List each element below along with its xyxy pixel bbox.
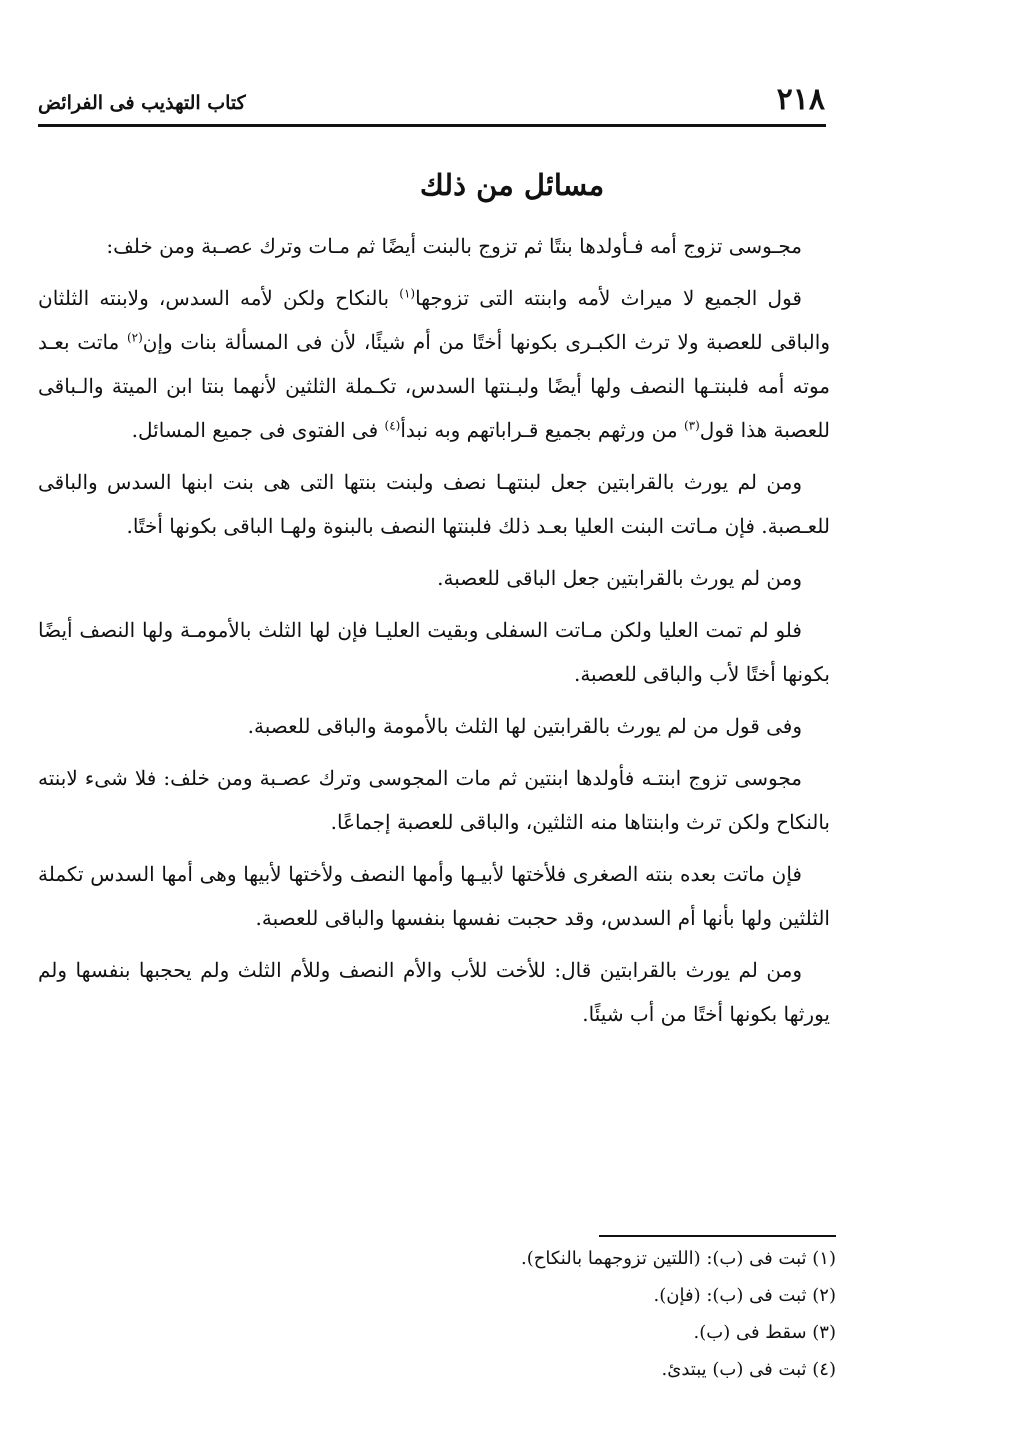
paragraph-6: وفى قول من لم يورث بالقرابتين لها الثلث بالأمومة والباقى للعصبة.	[247, 714, 802, 738]
footnotes	[236, 1240, 836, 1388]
running-title: كتاب التهذيب فى الفرائض	[38, 92, 246, 114]
paragraph-2	[38, 276, 830, 452]
footnote-rule	[599, 1235, 836, 1237]
paragraph-8: فإن ماتت بعده بنته الصغرى فلأختها لأبيـها وأمها النصف ولأختها لأبيها وهى أمها السدس تكملة الثلثين ولها بأنها أم السدس، وقد حجبت نفسها بنفسها والباقى للعصبة.	[38, 862, 830, 930]
footnote-ref-4[interactable]: (٤)	[384, 418, 401, 433]
paragraph-2-part-3: ماتت بعـد موته أمه فلبنتـها النصف ولها أيضًا ولبـنتها السدس، تكـملة الثلثين لأنهما بنتا ابن الميتة والـباقى للعصبة هذا قول	[38, 330, 830, 442]
footnote-ref-3[interactable]: (٣)	[683, 418, 700, 433]
footnote-4: (٤) ثبت فى (ب) يبتدئ.	[661, 1359, 836, 1380]
paragraph-9: ومن لم يورث بالقرابتين قال: للأخت للأب والأم النصف وللأم الثلث ولم يحجبها بنفسها ولم يورثها بكونها أختًا من أب شيئًا.	[38, 958, 830, 1026]
page-number: ٢١٨	[776, 82, 825, 117]
page-header	[38, 82, 825, 124]
paragraph-2-part-4: من ورثهم بجميع قـراباتهم وبه نبدأ	[400, 418, 684, 442]
paragraph-1: مجـوسى تزوج أمه فـأولدها بنتًا ثم تزوج بالبنت أيضًا ثم مـات وترك عصـبة ومن خلف:	[106, 234, 802, 258]
paragraph-2-part-5: فى الفتوى فى جميع المسائل.	[131, 418, 385, 442]
paragraph-7: مجوسى تزوج ابنتـه فأولدها ابنتين ثم مات المجوسى وترك عصـبة ومن خلف: فلا شىء لابنته بالنكاح ولكن ترث وابنتاها منه الثلثين، والباقى للعصبة إجماعًا.	[38, 766, 830, 834]
footnote-1: (١) ثبت فى (ب): (اللتين تزوجهما بالنكاح).	[520, 1248, 836, 1269]
paragraph-2-part-2: بالنكاح ولكن لأمه السدس، ولابنته الثلثان والباقى للعصبة ولا ترث الكبـرى بكونها أختًا من أم شيئًا، لأن فى المسألة بنات وإن	[38, 286, 830, 354]
section-title: مسائل من ذلك	[419, 168, 605, 202]
footnote-ref-1[interactable]: (١)	[399, 286, 416, 301]
paragraph-3: ومن لم يورث بالقرابتين جعل لبنتهـا نصف ولبنت بنتها التى هى بنت ابنها السدس والباقى للعـصبة. فإن مـاتت البنت العليا بعـد ذلك فلبنتها النصف بالبنوة ولهـا الباقى بكونها أختًا.	[38, 470, 830, 538]
footnote-ref-2[interactable]: (٢)	[126, 330, 143, 345]
paragraph-2-part-1: قول الجميع لا ميراث لأمه وابنته التى تزوجها	[415, 286, 802, 310]
header-rule	[38, 124, 826, 127]
paragraph-4: ومن لم يورث بالقرابتين جعل الباقى للعصبة.	[437, 566, 802, 590]
paragraph-5: فلو لم تمت العليا ولكن مـاتت السفلى وبقيت العليـا فإن لها الثلث بالأمومـة ولها النصف أيضًا بكونها أختًا لأب والباقى للعصبة.	[38, 618, 830, 686]
footnote-2: (٢) ثبت فى (ب): (فإن).	[653, 1285, 836, 1306]
body-text	[38, 224, 830, 1044]
footnote-3: (٣) سقط فى (ب).	[693, 1322, 836, 1343]
